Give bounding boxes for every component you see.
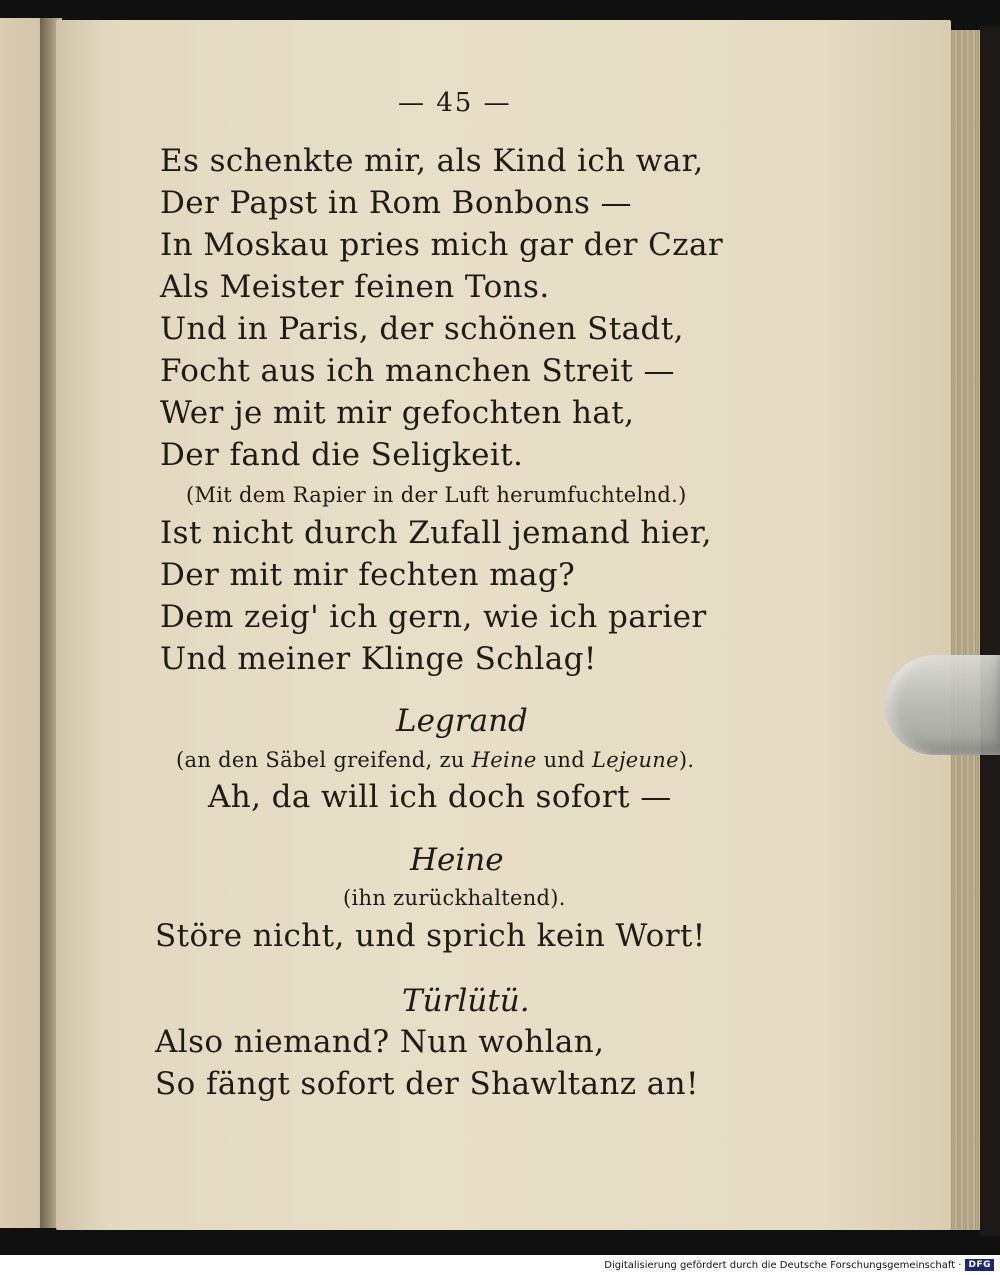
character-name: Lejeune (591, 748, 679, 772)
stage-direction (176, 748, 694, 772)
stage-direction-text: ). (678, 748, 695, 772)
verse-line: Und meiner Klinge Schlag! (160, 641, 597, 677)
verse-line: Focht aus ich manchen Streit — (160, 353, 675, 389)
dfg-logo-icon: DFG (965, 1259, 994, 1271)
verse-line: Als Meister feinen Tons. (160, 269, 550, 305)
dialogue-line: So fängt sofort der Shawltanz an! (155, 1066, 699, 1102)
footer-credit: Digitalisierung gefördert durch die Deutsche Forschungsgemeinschaft · (604, 1259, 962, 1271)
verse-line: Der Papst in Rom Bonbons — (160, 185, 632, 221)
bookmark-clip (885, 655, 1000, 755)
verse-line: In Moskau pries mich gar der Czar (160, 227, 724, 263)
stage-direction-text: (an den Säbel greifend, zu (176, 748, 465, 772)
dialogue-line: Ah, da will ich doch sofort — (208, 779, 672, 815)
book-edge (980, 26, 1000, 1236)
verse-line: Es schenkte mir, als Kind ich war, (160, 143, 704, 179)
digitization-footer (0, 1255, 1000, 1275)
dialogue-line: Störe nicht, und sprich kein Wort! (155, 918, 706, 954)
page-number: — 45 — (398, 88, 512, 118)
speaker-name: Türlütü. (402, 983, 530, 1019)
verse-line: Der fand die Seligkeit. (160, 437, 524, 473)
dialogue-line: Also niemand? Nun wohlan, (155, 1024, 605, 1060)
verse-line: Und in Paris, der schönen Stadt, (160, 311, 684, 347)
speaker-name: Legrand (396, 703, 528, 739)
stage-direction-text: und (543, 748, 585, 772)
verse-line: Der mit mir fechten mag? (160, 557, 576, 593)
verse-line: Ist nicht durch Zufall jemand hier, (160, 515, 712, 551)
speaker-name: Heine (410, 842, 504, 878)
verse-line: Dem zeig' ich gern, wie ich parier (160, 599, 707, 635)
verse-line: Wer je mit mir gefochten hat, (160, 395, 635, 431)
character-name: Heine (471, 748, 537, 772)
stage-direction: (Mit dem Rapier in der Luft herumfuchtelnd.) (186, 483, 687, 507)
stage-direction: (ihn zurückhaltend). (343, 886, 566, 910)
